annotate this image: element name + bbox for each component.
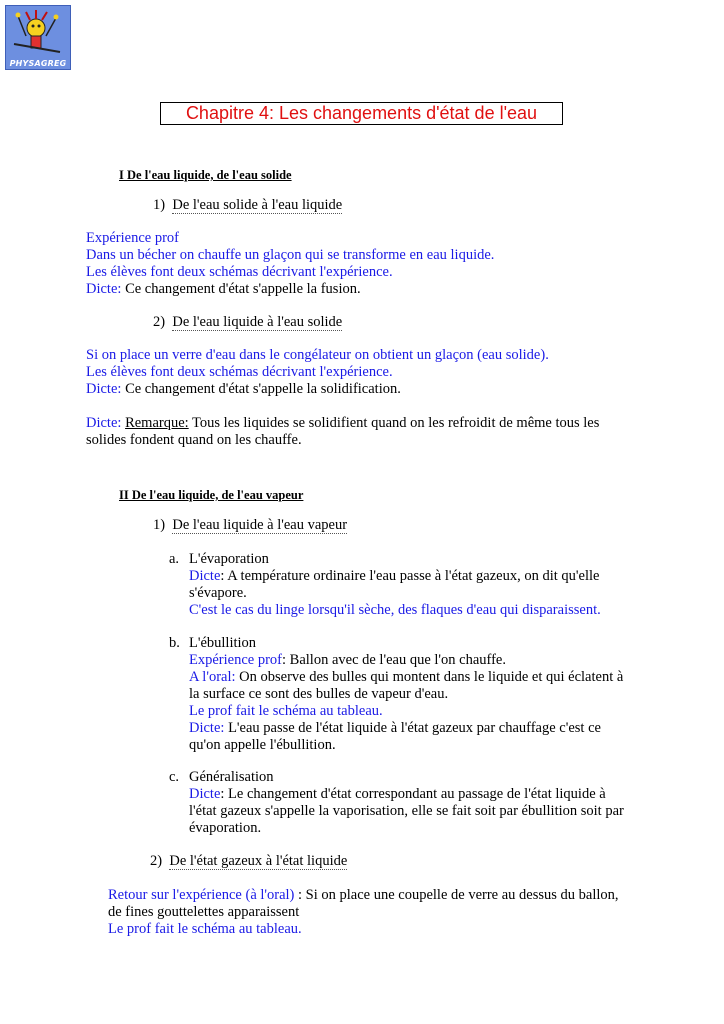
dicte-label: Dicte:: [86, 381, 122, 397]
subsection-1-1: [153, 197, 342, 214]
subsection-1-2: [153, 314, 342, 331]
item-b-title: L'ébullition: [189, 635, 257, 651]
subsection-number: 2): [153, 314, 166, 330]
remarque-label: Remarque:: [125, 415, 189, 431]
item-a-letter: a.: [169, 551, 180, 567]
experience-description: Dans un bécher on chauffe un glaçon qui se transforme en eau liquide.: [86, 247, 495, 263]
page-title: Chapitre 4: Les changements d'état de l'eau: [160, 102, 563, 125]
dicte-label: Dicte:: [86, 281, 122, 297]
subsection-number: 2): [150, 853, 163, 869]
experience-label: Expérience prof: [189, 652, 282, 668]
dicte-text: L'eau passe de l'état liquide à l'état gazeux par chauffage c'est ce: [224, 720, 601, 736]
section-2-heading: II De l'eau liquide, de l'eau vapeur: [119, 488, 304, 502]
retour-line-2: de fines gouttelettes apparaissent: [108, 904, 300, 920]
cartoon-mascot-icon: [6, 6, 70, 58]
item-a-dicte-cont: s'évapore.: [189, 585, 247, 601]
section-1-heading: I De l'eau liquide, de l'eau solide: [119, 168, 292, 182]
final-schema-note: Le prof fait le schéma au tableau.: [108, 921, 302, 937]
item-c-dicte-cont-1: l'état gazeux s'appelle la vaporisation, elle se fait soit par ébullition soit par: [189, 803, 624, 819]
subsection-label: De l'eau solide à l'eau liquide: [172, 197, 343, 213]
dicte-solidification: [86, 381, 401, 398]
item-b-oral-cont: la surface ce sont des bulles de vapeur d'eau.: [189, 686, 449, 702]
subsection-number: 1): [153, 197, 166, 213]
item-c-title: Généralisation: [189, 769, 274, 785]
physagreg-logo: [5, 5, 71, 70]
oral-text: On observe des bulles qui montent dans le liquide et qui éclatent à: [235, 669, 624, 685]
subsection-number: 1): [153, 517, 166, 533]
subsection-label: De l'état gazeux à l'état liquide: [169, 853, 348, 869]
item-b-dicte-cont: qu'on appelle l'ébullition.: [189, 737, 336, 753]
dicte-text: : Le changement d'état correspondant au passage de l'état liquide à: [220, 786, 606, 802]
logo-text: PHYSAGREG: [9, 59, 67, 68]
item-c-letter: c.: [169, 769, 180, 785]
dicte-label: Dicte:: [189, 720, 225, 736]
dicte-text: : A température ordinaire l'eau passe à l'état gazeux, on dit qu'elle: [220, 568, 600, 584]
item-b-schema: Le prof fait le schéma au tableau.: [189, 703, 383, 719]
schemas-note: Les élèves font deux schémas décrivant l'expérience.: [86, 264, 393, 280]
subsection-label: De l'eau liquide à l'eau solide: [172, 314, 343, 330]
item-a-title: L'évaporation: [189, 551, 269, 567]
dicte-text: Ce changement d'état s'appelle la fusion.: [121, 281, 361, 297]
dicte-fusion: [86, 281, 361, 298]
subsection-label: De l'eau liquide à l'eau vapeur: [172, 517, 348, 533]
experience-text: : Ballon avec de l'eau que l'on chauffe.: [282, 652, 506, 668]
item-a-dicte: [189, 568, 599, 585]
item-b-dicte: [189, 720, 601, 737]
remarque-line-1: [86, 415, 599, 432]
dicte-text: Ce changement d'état s'appelle la solidification.: [121, 381, 401, 397]
subsection-2-1: [153, 517, 347, 534]
item-b-letter: b.: [169, 635, 180, 651]
oral-label: A l'oral:: [189, 669, 236, 685]
item-b-oral: [189, 669, 623, 686]
remarque-line-2: solides fondent quand on les chauffe.: [86, 432, 302, 448]
remarque-text: Tous les liquides se solidifient quand on les refroidit de même tous les: [188, 415, 600, 431]
retour-label: Retour sur l'expérience (à l'oral): [108, 887, 295, 903]
retour-text: : Si on place une coupelle de verre au dessus du ballon,: [294, 887, 619, 903]
dicte-label: Dicte: [189, 568, 221, 584]
item-c-dicte: [189, 786, 606, 803]
dicte-label: Dicte: [189, 786, 221, 802]
item-b-experience: [189, 652, 506, 669]
item-c-dicte-cont-2: évaporation.: [189, 820, 262, 836]
retour-line-1: [108, 887, 619, 904]
dicte-label: Dicte:: [86, 415, 122, 431]
subsection-2-2: [150, 853, 347, 870]
experience-label: Expérience prof: [86, 230, 179, 246]
congelateur-text: Si on place un verre d'eau dans le congélateur on obtient un glaçon (eau solide).: [86, 347, 549, 363]
schemas-note-2: Les élèves font deux schémas décrivant l'expérience.: [86, 364, 393, 380]
item-a-example: C'est le cas du linge lorsqu'il sèche, des flaques d'eau qui disparaissent.: [189, 602, 601, 618]
